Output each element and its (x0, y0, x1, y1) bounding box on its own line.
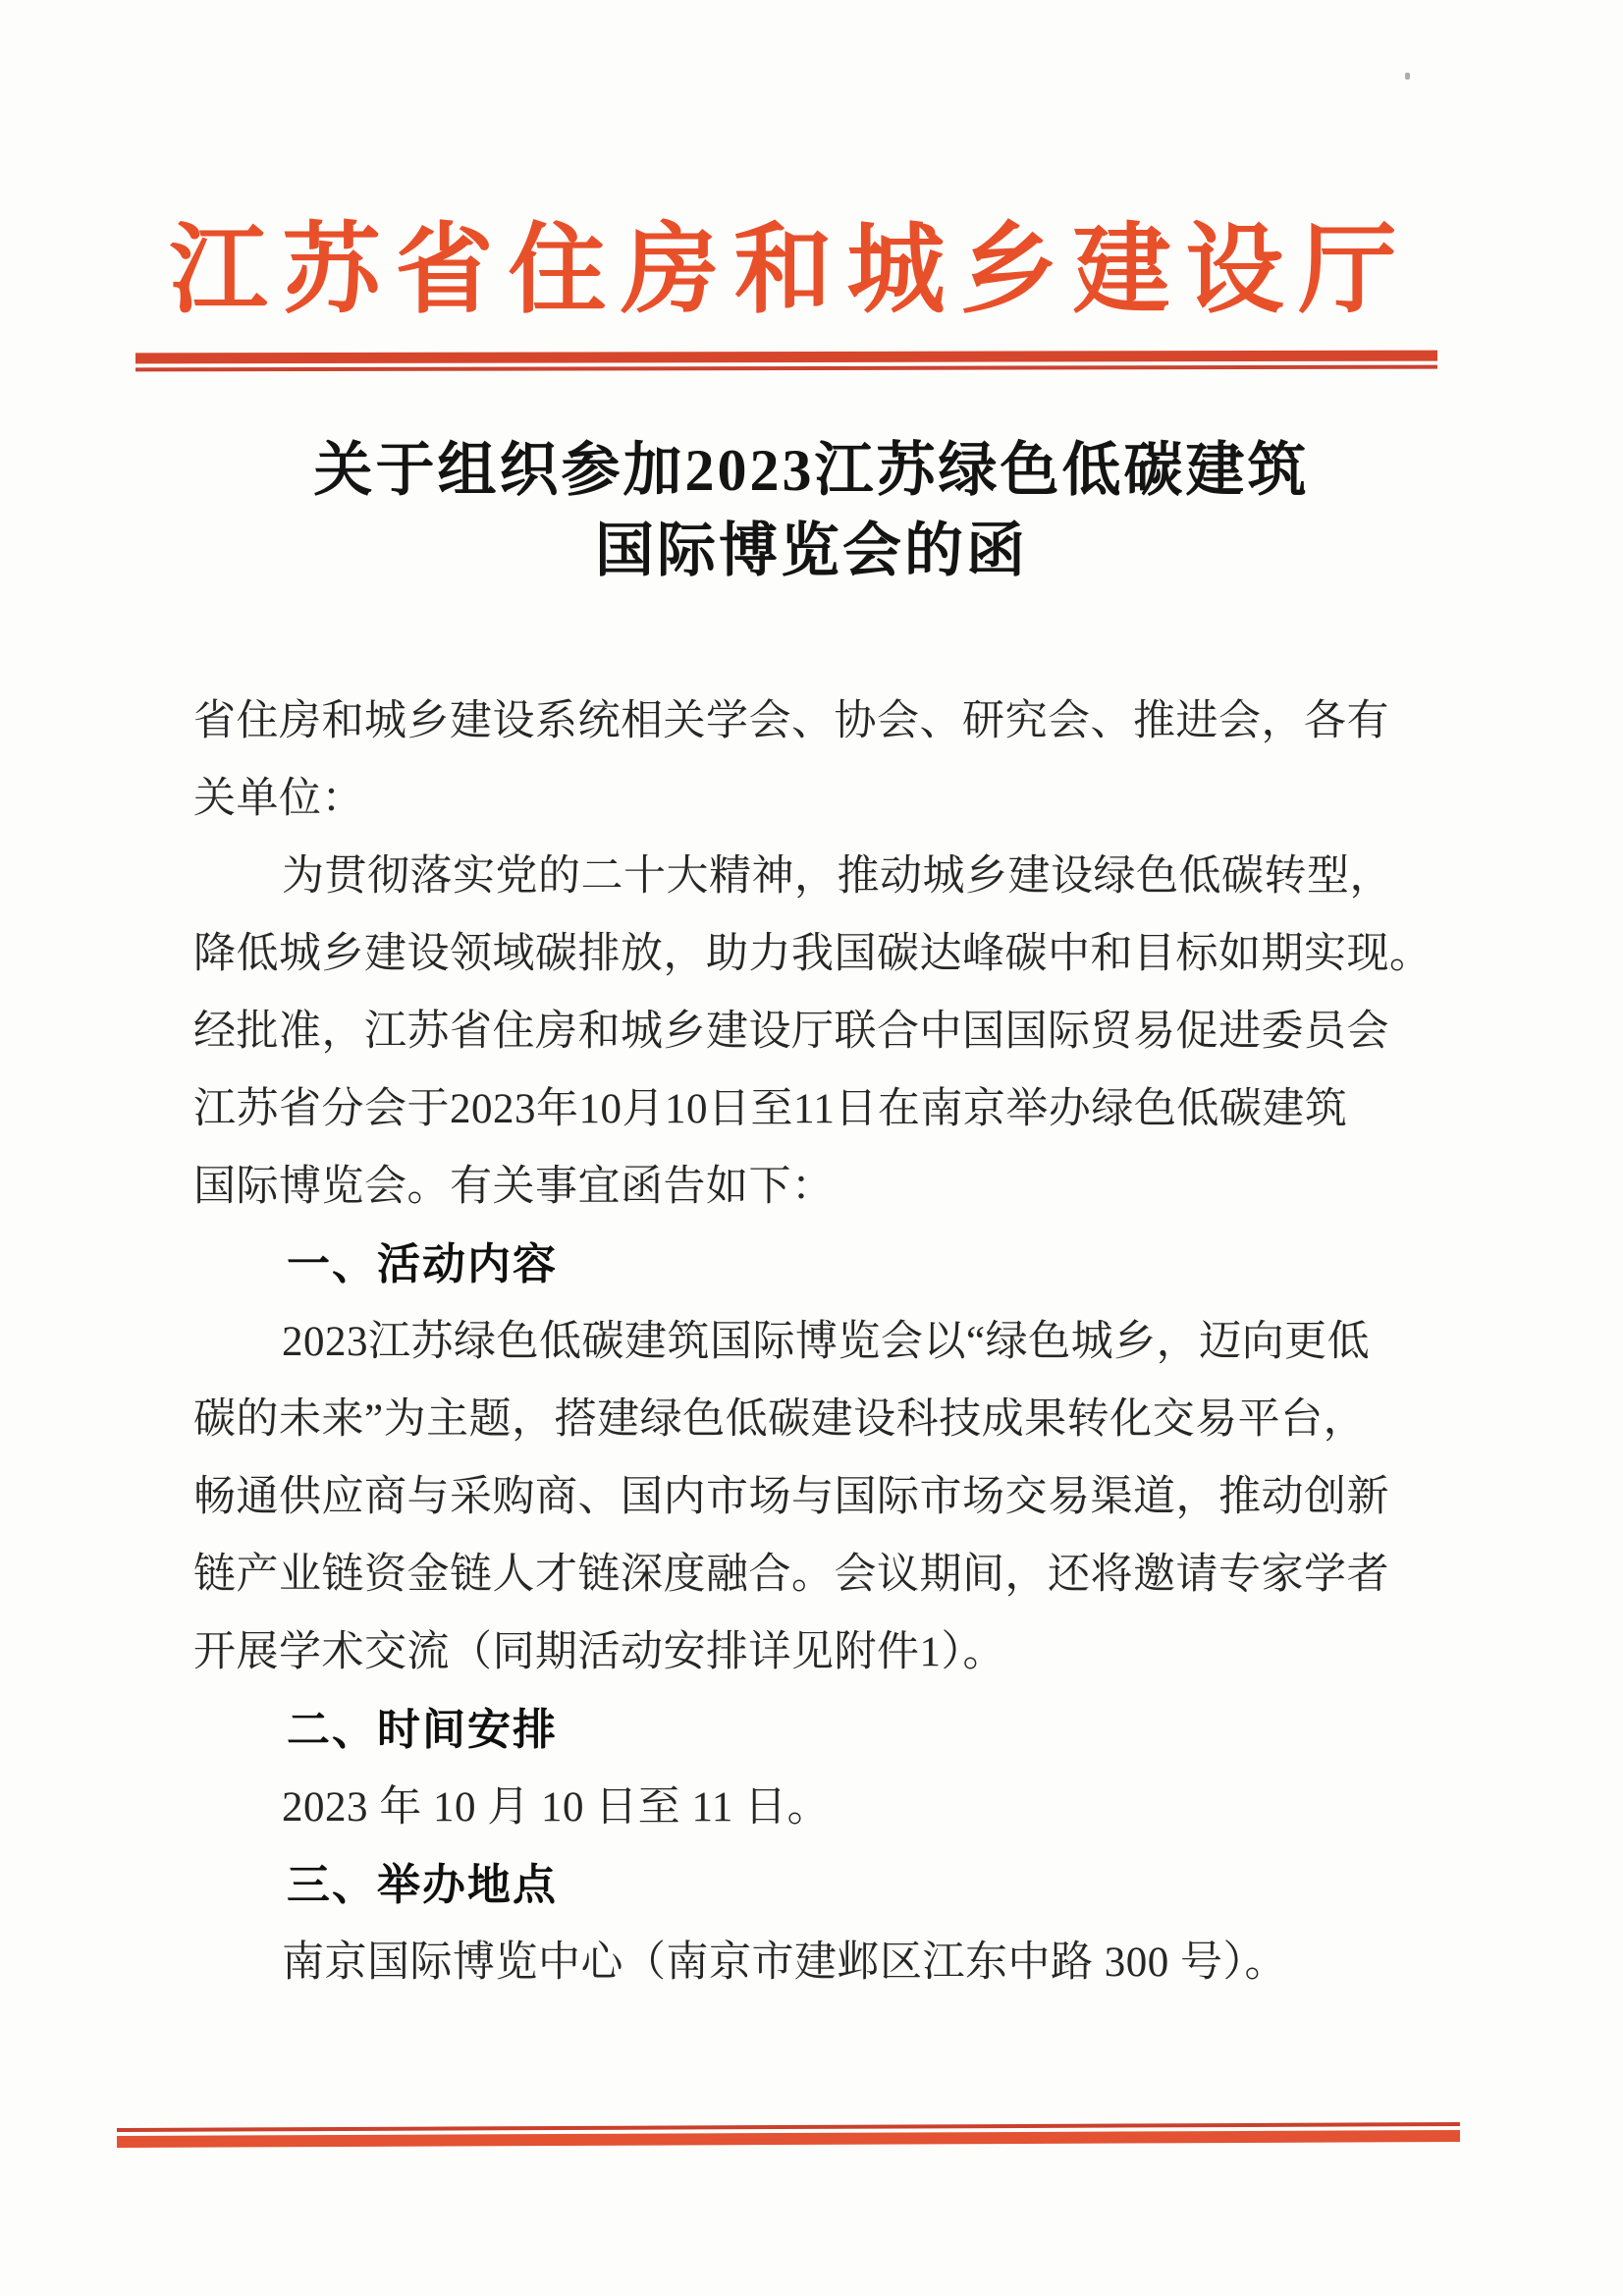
body-line-paragraph: 2023 年 10 月 10 日至 11 日。 (282, 1784, 831, 1831)
body-line-paragraph: 开展学术交流（同期活动安排详见附件1）。 (193, 1629, 1005, 1675)
footer-double-rule (117, 2122, 1460, 2148)
body-line-paragraph: 碳的未来”为主题，搭建绿色低碳建设科技成果转化交易平台， (193, 1396, 1367, 1443)
letterhead-agency-name: 江苏省住房和城乡建设厅 (169, 216, 1412, 325)
body-line-paragraph: 畅通供应商与采购商、国内市场与国际市场交易渠道，推动创新 (193, 1474, 1389, 1520)
body-line-paragraph: 南京国际博览中心（南京市建邺区江东中路 300 号）。 (282, 1940, 1287, 1986)
body-line-salutation: 省住房和城乡建设系统相关学会、协会、研究会、推进会，各有 (193, 698, 1389, 744)
section-heading-2: 二、时间安排 (287, 1706, 558, 1754)
body-line-paragraph: 江苏省分会于2023年10月10日至11日在南京举办绿色低碳建筑 (193, 1086, 1348, 1132)
body-line-paragraph: 降低城乡建设领域碳排放，助力我国碳达峰碳中和目标如期实现。 (193, 931, 1433, 977)
section-heading-1: 一、活动内容 (287, 1240, 558, 1288)
scan-noise-speck (1405, 73, 1410, 80)
body-line-paragraph: 经批准，江苏省住房和城乡建设厅联合中国国际贸易促进委员会 (193, 1009, 1389, 1055)
document-title-line-2: 国际博览会的函 (595, 519, 1028, 583)
body-line-paragraph: 2023江苏绿色低碳建筑国际博览会以“绿色城乡，迈向更低 (282, 1319, 1371, 1365)
body-line-paragraph: 国际博览会。有关事宜函告如下： (193, 1164, 835, 1210)
body-line-paragraph: 链产业链资金链人才链深度融合。会议期间，还将邀请专家学者 (193, 1552, 1389, 1598)
document-title-line-1: 关于组织参加2023江苏绿色低碳建筑 (313, 438, 1310, 503)
section-heading-3: 三、举办地点 (287, 1861, 558, 1909)
body-line-salutation: 关单位： (193, 776, 364, 822)
letterhead-double-rule (135, 351, 1437, 372)
document-title (0, 430, 1623, 591)
letter-body (193, 683, 1460, 2001)
body-line-paragraph: 为贯彻落实党的二十大精神，推动城乡建设绿色低碳转型， (282, 853, 1392, 900)
